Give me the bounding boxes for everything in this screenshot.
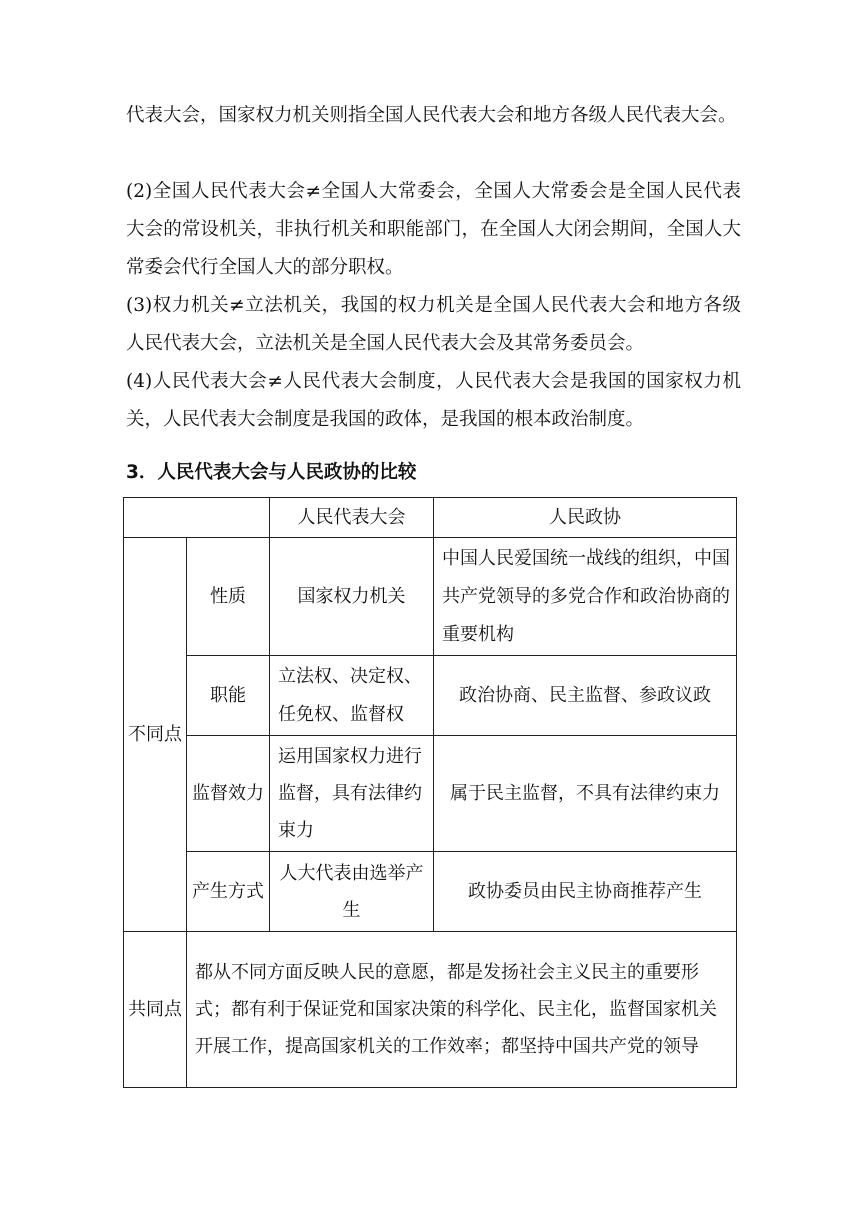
header-blank-cell bbox=[124, 498, 270, 538]
paragraph-2: (2)全国人民代表大会≠全国人大常委会，全国人大常委会是全国人民代表大会的常设机关，非执行机关和职能部门，在全国人大闭会期间，全国人大常委会代行全国人大的部分职权。 bbox=[126, 181, 741, 278]
cppcc-cell: 中国人民爱国统一战线的组织，中国共产党领导的多党合作和政治协商的重要机构 bbox=[434, 538, 737, 656]
common-text: 都从不同方面反映人民的意愿，都是发扬社会主义民主的重要形式；都有利于保证党和国家决策的科学化、民主化，监督国家机关开展工作，提高国家机关的工作效率；都坚持中国共产党的领导 bbox=[187, 932, 737, 1088]
cppcc-cell: 政协委员由民主协商推荐产生 bbox=[434, 852, 737, 932]
table-header-row bbox=[124, 498, 737, 538]
header-npc: 人民代表大会 bbox=[270, 498, 434, 538]
npc-cell: 立法权、决定权、任免权、监督权 bbox=[270, 656, 434, 736]
aspect-cell: 性质 bbox=[187, 538, 270, 656]
table-row bbox=[124, 656, 737, 736]
header-cppcc: 人民政协 bbox=[434, 498, 737, 538]
paragraph-3: (3)权力机关≠立法机关，我国的权力机关是全国人民代表大会和地方各级人民代表大会，立法机关是全国人民代表大会及其常务委员会。 bbox=[126, 295, 741, 354]
cppcc-cell: 政治协商、民主监督、参政议政 bbox=[434, 656, 737, 736]
npc-cell: 运用国家权力进行监督，具有法律约束力 bbox=[270, 736, 434, 852]
paragraph-1: 代表大会，国家权力机关则指全国人民代表大会和地方各级人民代表大会。 bbox=[126, 105, 737, 126]
paragraph-4: (4)人民代表大会≠人民代表大会制度，人民代表大会是我国的国家权力机关，人民代表大会制度是我国的政体，是我国的根本政治制度。 bbox=[126, 371, 741, 430]
table-row bbox=[124, 736, 737, 852]
aspect-cell: 监督效力 bbox=[187, 736, 270, 852]
table-row bbox=[124, 852, 737, 932]
npc-cell: 人大代表由选举产生 bbox=[270, 852, 434, 932]
table-row bbox=[124, 538, 737, 656]
table-row-common bbox=[124, 932, 737, 1088]
aspect-cell: 产生方式 bbox=[187, 852, 270, 932]
common-label: 共同点 bbox=[124, 932, 187, 1088]
comparison-table bbox=[123, 497, 737, 1088]
aspect-cell: 职能 bbox=[187, 656, 270, 736]
differences-label: 不同点 bbox=[124, 538, 187, 932]
section-heading: 3．人民代表大会与人民政协的比较 bbox=[126, 462, 417, 483]
npc-cell: 国家权力机关 bbox=[270, 538, 434, 656]
cppcc-cell: 属于民主监督，不具有法律约束力 bbox=[434, 736, 737, 852]
